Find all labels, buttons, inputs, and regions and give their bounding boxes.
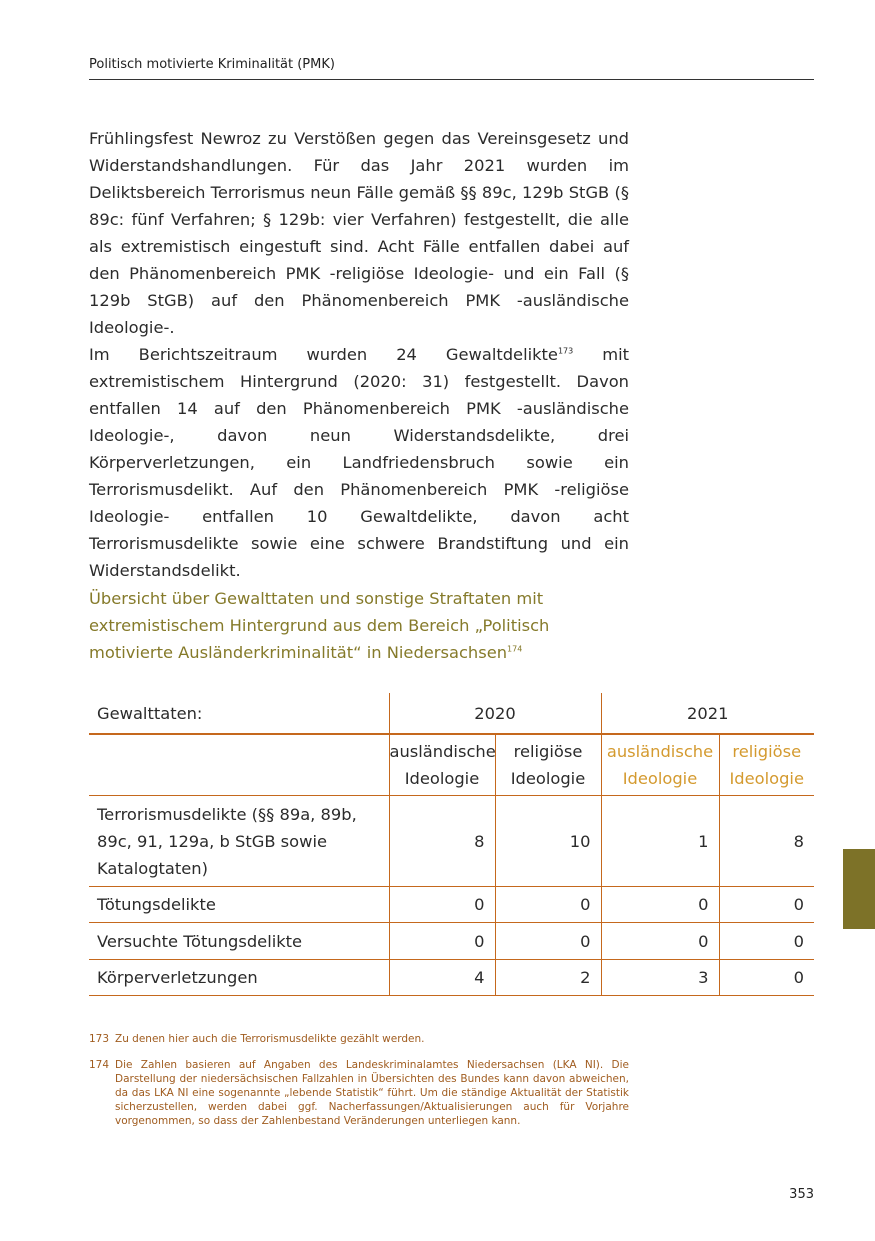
cell-value: 0 <box>389 887 495 923</box>
table-row <box>89 887 814 923</box>
footnote-ref-174[interactable]: 174 <box>507 644 523 654</box>
cell-value: 0 <box>719 887 814 923</box>
footnote-number: 174 <box>89 1059 110 1071</box>
footnote-173 <box>89 1032 629 1046</box>
table-header-row <box>89 693 814 734</box>
caption-text: Übersicht über Gewalttaten und sonstige Straftaten mit extremistischem Hintergrund aus dem Bereich „Politisch motivierte Ausländerkriminalität“ in Niedersachsen <box>89 589 550 662</box>
subheader-2021-auslaendische: ausländische Ideologie <box>601 734 719 796</box>
header-label-gewalttaten: Gewalttaten: <box>97 703 203 723</box>
body-paragraph-1: Frühlingsfest Newroz zu Verstößen gegen das Vereinsgesetz und Widerstandshandlungen. Für das Jahr 2021 wurden im Deliktsbereich Terrorismus neun Fälle gemäß §§ 89c, 129b StGB (§ 89c: fünf Verfahren; § 129b: vier Verfahren) festgestellt, die alle als extremistisch eingestuft sind. Acht Fälle entfallen dabei auf den Phänomenbereich PMK -religiöse Ideologie- und ein Fall (§ 129b StGB) auf den Phänomenbereich PMK -ausländische Ideologie-. <box>89 129 629 337</box>
paragraph-2-text-end: mit extremistischem Hintergrund (2020: 31) festgestellt. Davon entfallen 14 auf den Phänomenbereich PMK -ausländische Ideologie-, davon neun Widerstandsdelikte, drei Körperverletzungen, ein Landfriedensbruch sowie ein Terrorismusdelikt. Auf den Phänomenbereich PMK -religiöse Ideologie- entfallen 10 Gewaltdelikte, davon acht Terrorismusdelikte sowie eine schwere Brandstiftung und ein Widerstandsdelikt. <box>89 345 629 580</box>
subheader-2021-religioese: religiöse Ideologie <box>719 734 814 796</box>
chapter-tab-marker <box>843 849 875 929</box>
subheader-empty <box>89 734 389 796</box>
footnote-174 <box>89 1058 629 1128</box>
table-caption <box>89 585 634 666</box>
row-label-koerperverletzungen: Körperverletzungen <box>89 960 389 996</box>
cell-value: 0 <box>719 923 814 960</box>
cell-value: 1 <box>601 796 719 887</box>
header-year-2021: 2021 <box>601 693 814 734</box>
row-label-toetungsdelikte: Tötungsdelikte <box>89 887 389 923</box>
running-header-title: Politisch motivierte Kriminalität (PMK) <box>89 57 335 72</box>
cell-value: 0 <box>601 923 719 960</box>
footnote-ref-173[interactable]: 173 <box>557 346 574 356</box>
running-header <box>89 53 814 80</box>
cell-value: 8 <box>389 796 495 887</box>
cell-value: 4 <box>389 960 495 996</box>
footnote-text: Zu denen hier auch die Terrorismusdelikte gezählt werden. <box>115 1033 425 1045</box>
row-label-terrorismusdelikte: Terrorismusdelikte (§§ 89a, 89b, 89c, 91, 129a, b StGB sowie Katalogtaten) <box>89 796 389 887</box>
footnote-number: 173 <box>89 1033 110 1045</box>
page-number: 353 <box>789 1187 814 1202</box>
paragraph-2-text-start: Im Berichtszeitraum wurden 24 Gewaltdelikte <box>89 345 558 364</box>
cell-value: 0 <box>495 923 601 960</box>
cell-value: 10 <box>495 796 601 887</box>
offences-table <box>89 693 814 996</box>
subheader-2020-auslaendische: ausländische Ideologie <box>389 734 495 796</box>
subheader-2020-religioese: religiöse Ideologie <box>495 734 601 796</box>
cell-value: 3 <box>601 960 719 996</box>
table-row <box>89 796 814 887</box>
cell-value: 0 <box>601 887 719 923</box>
cell-value: 0 <box>719 960 814 996</box>
table-row <box>89 960 814 996</box>
cell-value: 0 <box>495 887 601 923</box>
table-subheader-row <box>89 734 814 796</box>
footnote-text: Die Zahlen basieren auf Angaben des Landeskriminalamtes Niedersachsen (LKA NI). Die Darstellung der niedersächsischen Fallzahlen in Übersichten des Bundes kann davon abweichen, da das LKA NI eine sogenannte „lebende Statistik“ führt. Um die ständige Aktualität der Statistik sicherzustellen, werden dabei ggf. Nacherfassungen/Aktualisierungen auch für Vorjahre vorgenommen, so dass der Zahlenbestand Veränderungen unterliegen kann. <box>115 1059 629 1127</box>
header-year-2020: 2020 <box>389 693 601 734</box>
cell-value: 2 <box>495 960 601 996</box>
cell-value: 0 <box>389 923 495 960</box>
cell-value: 8 <box>719 796 814 887</box>
footnotes <box>89 1032 629 1140</box>
body-paragraph-2 <box>89 341 629 584</box>
row-label-versuchte-toetungsdelikte: Versuchte Tötungsdelikte <box>89 923 389 960</box>
table-row <box>89 923 814 960</box>
